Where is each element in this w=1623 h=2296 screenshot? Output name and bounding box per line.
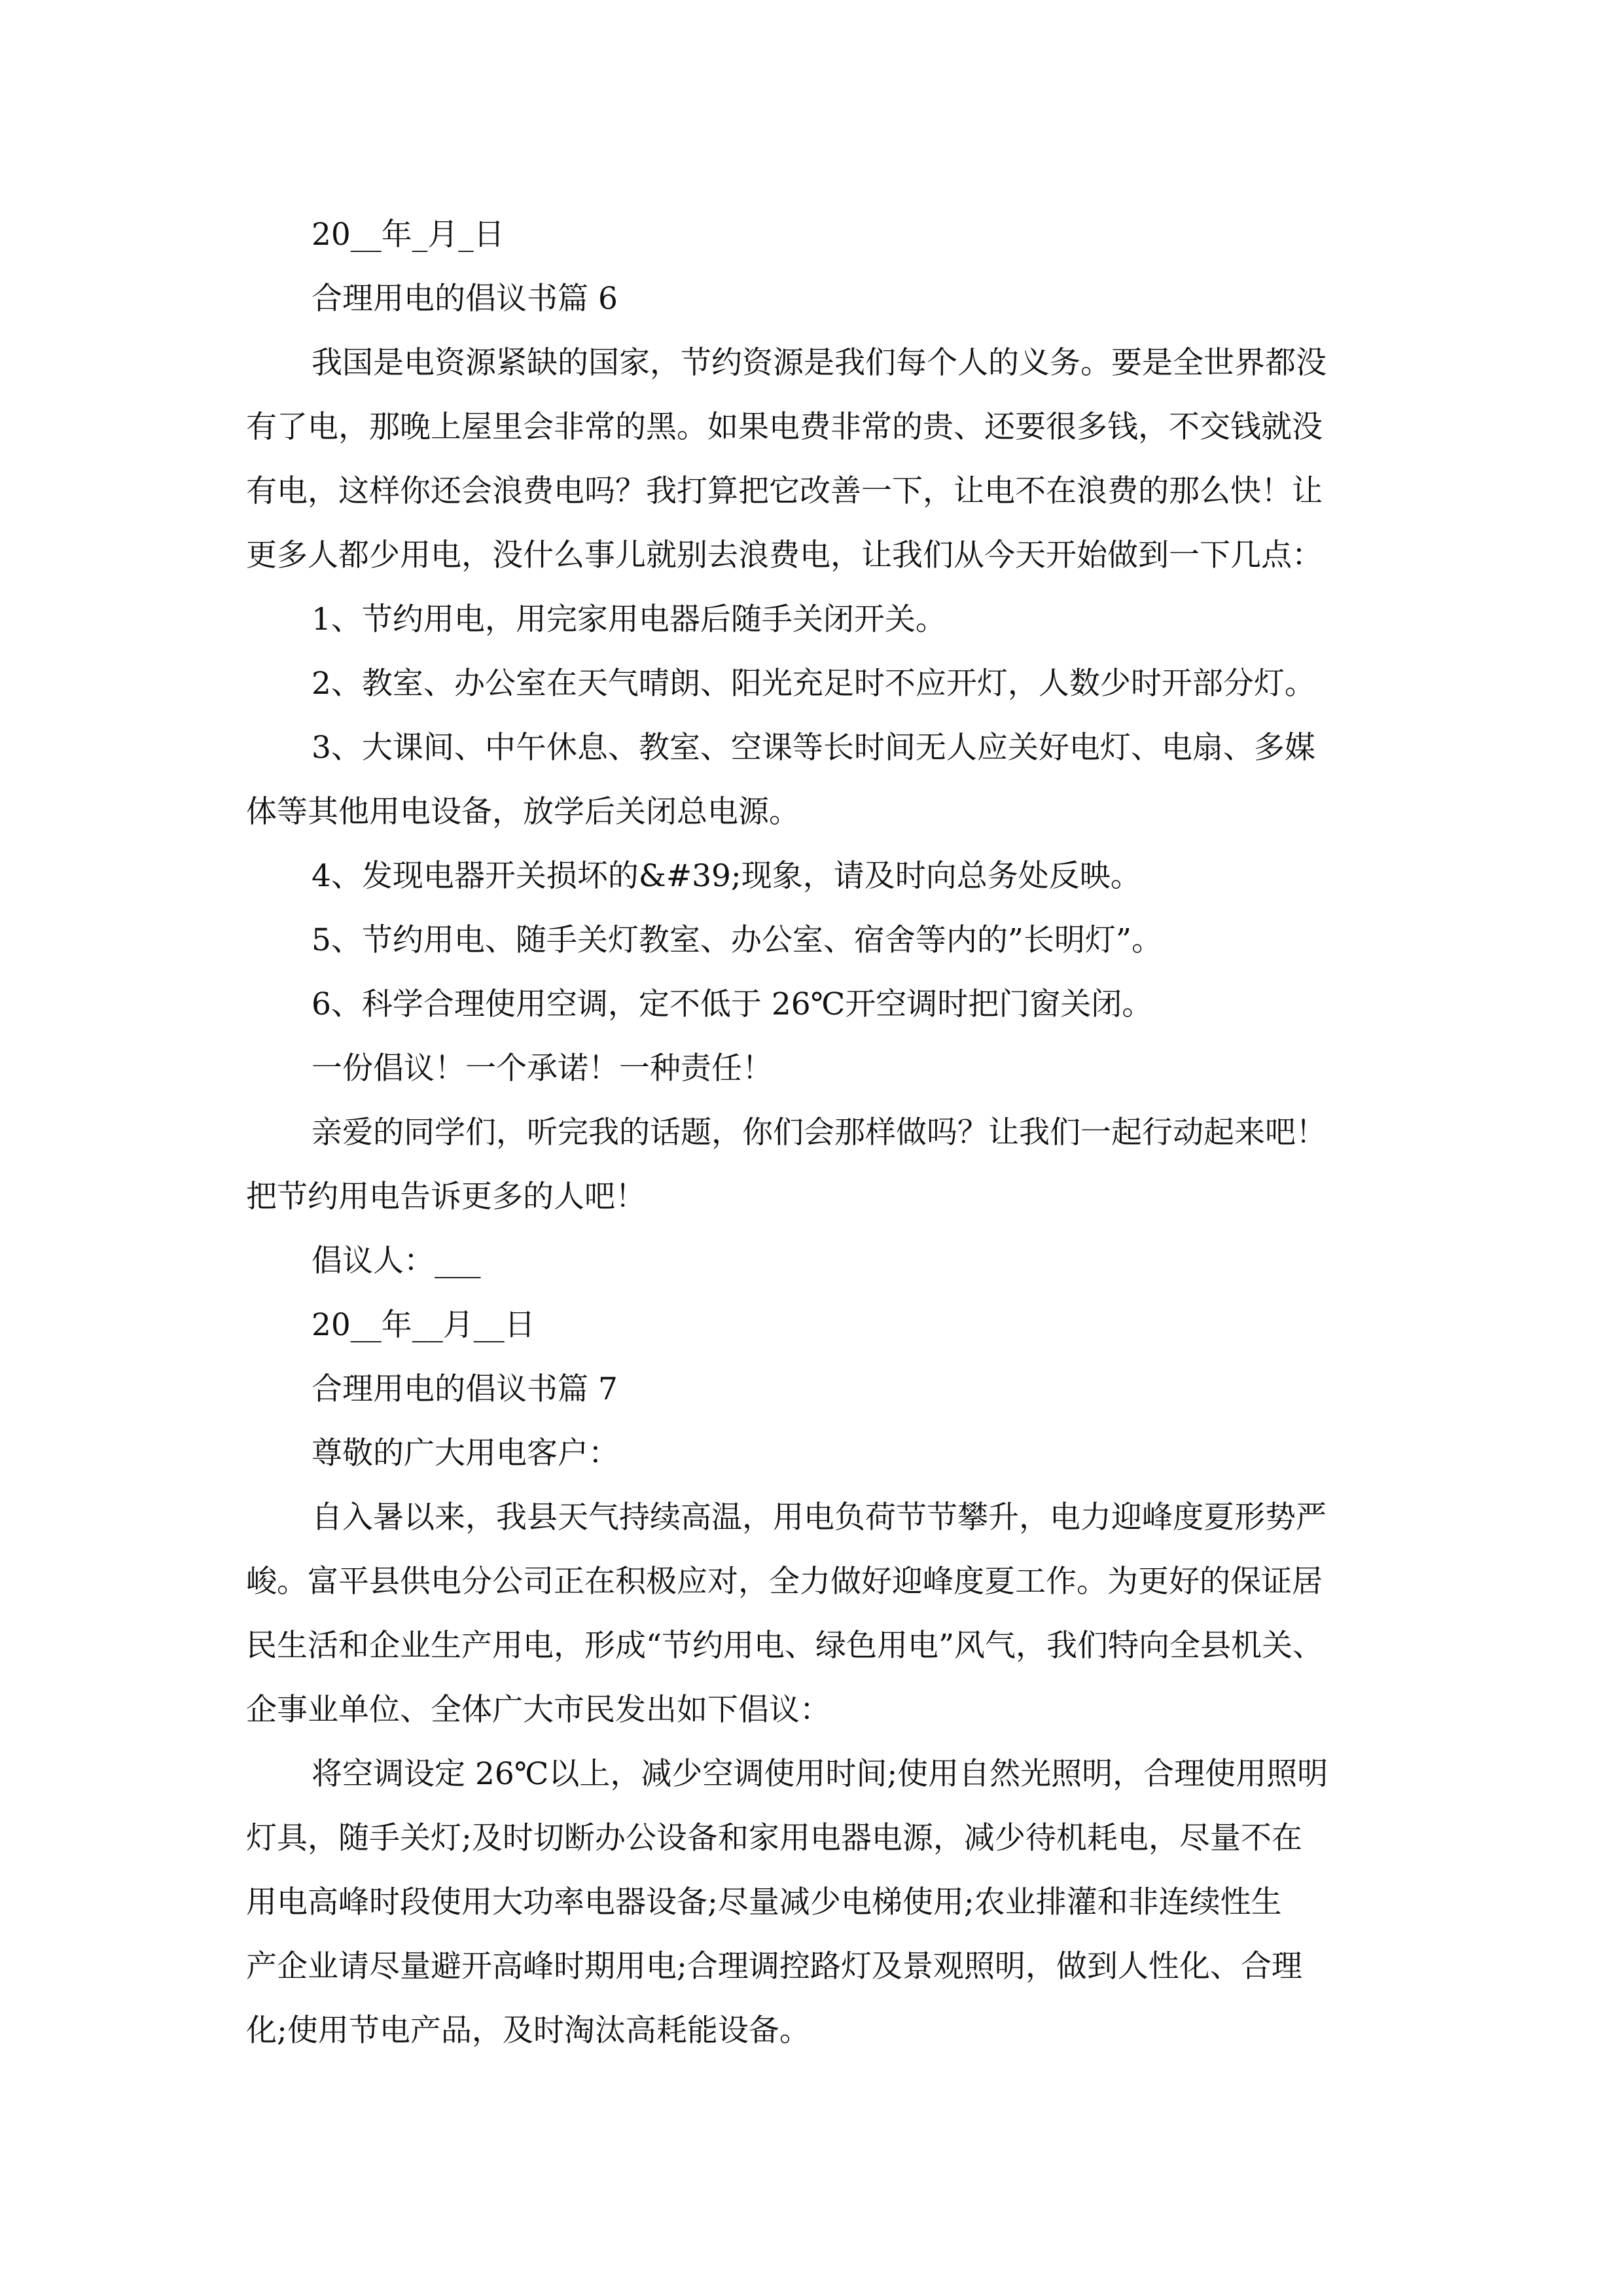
paragraph-line: 峻。富平县供电分公司正在积极应对，全力做好迎峰度夏工作。为更好的保证居 (246, 1564, 1323, 1600)
paragraph-line: 产企业请尽量避开高峰时期用电;合理调控路灯及景观照明，做到人性化、合理 (246, 1948, 1302, 1984)
paragraph-line: 灯具，随手关灯;及时切断办公设备和家用电器电源，减少待机耗电，尽量不在 (246, 1820, 1302, 1856)
paragraph-line: 有电，这样你还会浪费电吗？我打算把它改善一下，让电不在浪费的那么快！让 (246, 473, 1323, 509)
paragraph-intro (246, 331, 1391, 588)
paragraph-closing (246, 1101, 1391, 1229)
paragraph-line: 民生活和企业生产用电，形成“节约用电、绿色用电”风气，我们特向全县机关、 (246, 1628, 1324, 1664)
list-item: 5、节约用电、随手关灯教室、办公室、宿舍等内的”长明灯”。 (312, 922, 1162, 958)
paragraph-body (246, 1486, 1391, 1742)
slogan: 一份倡议！一个承诺！一种责任！ (312, 1050, 773, 1086)
paragraph-line: 有了电，那晚上屋里会非常的黑。如果电费非常的贵、还要很多钱，不交钱就没 (246, 409, 1323, 445)
paragraph-line: 把节约用电告诉更多的人吧！ (246, 1179, 646, 1215)
document-body (246, 203, 1391, 2063)
paragraph-line: 用电高峰时段使用大功率电器设备;尽量减少电梯使用;农业排灌和非连续性生 (246, 1884, 1282, 1920)
paragraph-line: 更多人都少用电，没什么事儿就别去浪费电，让我们从今天开始做到一下几点： (246, 537, 1323, 573)
section-title: 合理用电的倡议书篇 7 (312, 1371, 618, 1407)
salutation: 尊敬的广大用电客户： (312, 1435, 619, 1471)
paragraph-line: 将空调设定 26℃以上，减少空调使用时间;使用自然光照明，合理使用照明 (312, 1756, 1329, 1792)
signer-line: 倡议人：___ (312, 1243, 481, 1279)
list-item: 2、教室、办公室在天气晴朗、阳光充足时不应开灯，人数少时开部分灯。 (312, 666, 1315, 702)
paragraph-line: 企事业单位、全体广大市民发出如下倡议： (246, 1692, 830, 1728)
date-line: 20__年_月_日 (312, 217, 505, 253)
paragraph-body (246, 1742, 1391, 2063)
list-item: 4、发现电器开关损坏的&#39;现象，请及时向总务处反映。 (312, 858, 1141, 894)
paragraph-line: 体等其他用电设备，放学后关闭总电源。 (246, 794, 800, 830)
section-title: 合理用电的倡议书篇 6 (312, 281, 618, 317)
date-line: 20__年__月__日 (312, 1307, 535, 1343)
list-item: 6、科学合理使用空调，定不低于 26℃开空调时把门窗关闭。 (312, 986, 1153, 1022)
paragraph-line: 我国是电资源紧缺的国家，节约资源是我们每个人的义务。要是全世界都没 (312, 345, 1327, 381)
paragraph-line: 化;使用节电产品，及时淘汰高耗能设备。 (246, 2013, 810, 2049)
list-item: 1、节约用电，用完家用电器后随手关闭开关。 (312, 601, 946, 637)
paragraph-line: 自入暑以来，我县天气持续高温，用电负荷节节攀升，电力迎峰度夏形势严 (312, 1499, 1327, 1535)
paragraph-line: 3、大课间、中午休息、教室、空课等长时间无人应关好电灯、电扇、多媒 (312, 730, 1315, 766)
paragraph-line: 亲爱的同学们，听完我的话题，你们会那样做吗？让我们一起行动起来吧！ (312, 1115, 1327, 1151)
list-item (246, 716, 1391, 844)
